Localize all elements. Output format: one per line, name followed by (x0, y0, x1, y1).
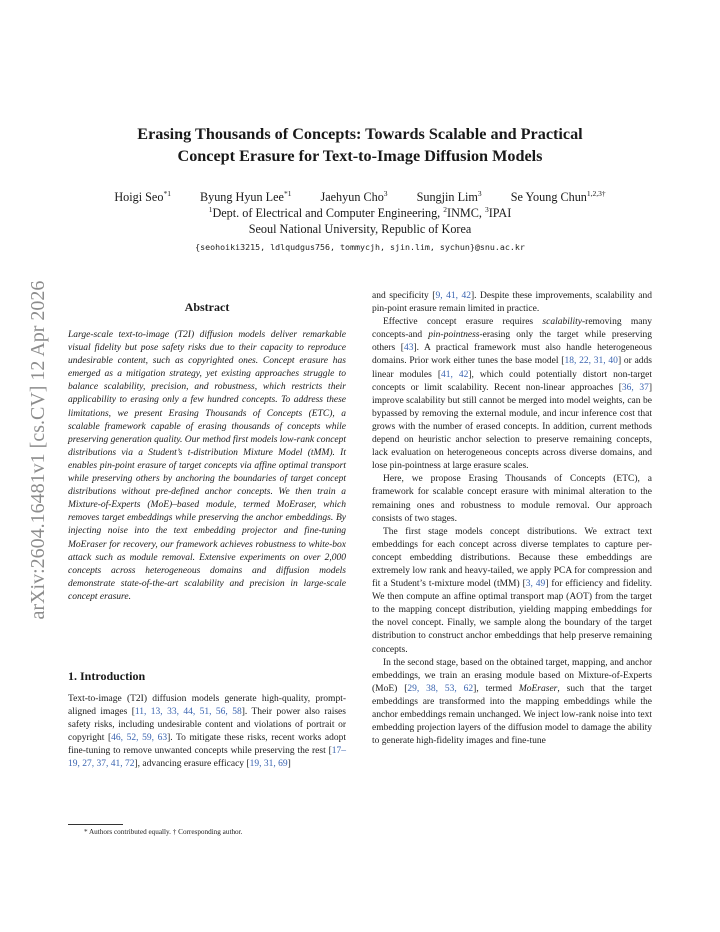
footnote: * Authors contributed equally. † Corresponding author. (84, 828, 243, 836)
author: Hoigi Seo$^{*1}$ (114, 189, 171, 204)
body-paragraph: Here, we propose Erasing Thousands of Concepts (ETC), a framework for scalable concept erasure with minimal alteration to the remaining ones and robustness to module removal. Our approach consists of two stages. (372, 474, 652, 524)
citation-link[interactable]: 29, 38, 53, 62 (407, 683, 474, 694)
citation-link[interactable]: 43 (403, 343, 414, 354)
citation-link[interactable]: 46, 52, 59, 63 (111, 733, 168, 744)
author-emails: {seohoiki3215, ldlqudgus756, tommycjh, sjin.lim, sychun}@snu.ac.kr (195, 242, 525, 252)
body-paragraph: In the second stage, based on the obtained target, mapping, and anchor embeddings, we train an erasing module based on Mixture-of-Experts (MoE) [29, 38, 53, 62], termed MoEraser, such that the target embeddings are transformed into the mapping embeddings while the anchor embeddings remain unchanged. We inject low-rank noise into text embedding projection layers of the diffusion model to damage the ability to generate high-fidelity images and fine-tune (372, 657, 652, 747)
citation-link[interactable]: 17–19, 27, 37, 41, 72 (68, 746, 346, 770)
title-line-2: Concept Erasure for Text-to-Image Diffusion Models (177, 147, 543, 165)
body-paragraph: Effective concept erasure requires scalability-removing many concepts-and pin-pointness-erasing only the target while preserving others [43]. A practical framework must also handle heterogeneous domains. Prior work either tunes the base model [18, 22, 31, 40] or adds linear modules [41, 42], which could potentially distort non-target concepts or limit scalability. Recent non-linear approaches [36, 37] improve scalability but still cannot be merged into model weights, can be bypassed by removing the external module, and incur inference cost that grows with the number of erased concepts. In addition, current methods depend on heuristic anchor selection to preserve remaining concepts, lack evaluation on heterogeneous concepts across diverse domains, and lose pin-pointness at large erasure scales. (372, 317, 653, 472)
citation-link[interactable]: 9, 41, 42 (435, 291, 471, 301)
body-paragraph: and specificity [9, 41, 42]. Despite these improvements, scalability and pin-point erasure remain limited in practice. (372, 291, 652, 315)
intro-paragraph: Text-to-image (T2I) diffusion models generate high-quality, prompt-aligned images [11, 13, 33, 44, 51, 56, 58]. Their power also raises safety risks, including undesirable content and violations of portrait or copyright [46, 52, 59, 63]. To mitigate these risks, recent works adopt fine-tuning to remove unwanted concepts while preserving the rest [17–19, 27, 37, 41, 72], advancing erasure efficacy [19, 31, 69] (68, 694, 346, 770)
author: Jaehyun Cho$^3$ (320, 189, 388, 204)
paper-title (60, 123, 660, 167)
abstract-section (68, 300, 346, 604)
footnote-rule (68, 824, 123, 825)
citation-link[interactable]: 36, 37 (621, 382, 649, 393)
author-list (60, 189, 660, 205)
citation-link[interactable]: 41, 42 (440, 369, 469, 380)
citation-link[interactable]: 18, 22, 31, 40 (564, 356, 618, 367)
author: Sungjin Lim$^3$ (416, 189, 482, 204)
citation-link[interactable]: 19, 31, 69 (249, 759, 288, 770)
arxiv-stamp: arXiv:2604.16481v1 [cs.CV] 12 Apr 2026 (27, 280, 49, 620)
right-column (372, 290, 652, 748)
title-line-1: Erasing Thousands of Concepts: Towards Scalable and Practical (137, 125, 583, 143)
intro-heading: 1. Introduction (68, 669, 146, 683)
citation-link[interactable]: 3, 49 (525, 579, 546, 590)
abstract-text: Large-scale text-to-image (T2I) diffusion models deliver remarkable visual fidelity but pose safety risks due to their capacity to reproduce undesirable content, such as copyrighted ones. Concept erasure has emerged as a mitigation strategy, yet existing approaches struggle to balance scalability, precision, and robustness, which restricts their applicability to erasing only a few hundred concepts. To address these limitations, we present Erasing Thousands of Concepts (ETC), a scalable framework capable of erasing thousands of concepts while preserving generation quality. Our method first models low-rank concept distributions via a Student’s t-distribution Mixture Model (tMM). It enables pin-point erasure of target concepts via affine optimal transport while preserving others by anchoring the boundaries of target concept distributions without pre-defined anchor concepts. We then train a Mixture-of-Experts (MoE)–based module, termed MoEraser, which removes target embeddings while preserving the anchor embeddings. By injecting noise into the text embedding projector and fine-tuning MoEraser for recovery, our framework achieves robustness to white-box attack such as module removal. Extensive experiments on over 2,000 concepts across heterogeneous domains and diffusion models demonstrate state-of-the-art scalability and precision in large-scale concept erasure. (68, 330, 347, 602)
author: Byung Hyun Lee$^{*1}$ (199, 189, 292, 204)
abstract-heading: Abstract (184, 300, 230, 314)
affiliations: $^1$Dept. of Electrical and Computer Engineering, $^2$INMC, $^3$IPAI (208, 205, 512, 220)
citation-link[interactable]: 11, 13, 33, 44, 51, 56, 58 (134, 707, 242, 718)
university: Seoul National University, Republic of Korea (248, 222, 472, 236)
author: Se Young Chun$^{1,2,3\dagger}$ (510, 189, 606, 204)
body-paragraph: The first stage models concept distributions. We extract text embeddings for each concept across diverse templates to capture per-concept embedding distributions. Because these embeddings are extremely low rank and heavy-tailed, we apply PCA for compression and fit a Student’s t-mixture model (tMM) [3, 49] for efficiency and fidelity. We then compute an affine optimal transport map (AOT) from the target to the mapping concept distribution, yielding mapping embeddings for the novel concept. Finally, we sample along the boundary of the target distribution to construct anchor embeddings that help preserve remaining concepts. (372, 526, 652, 655)
